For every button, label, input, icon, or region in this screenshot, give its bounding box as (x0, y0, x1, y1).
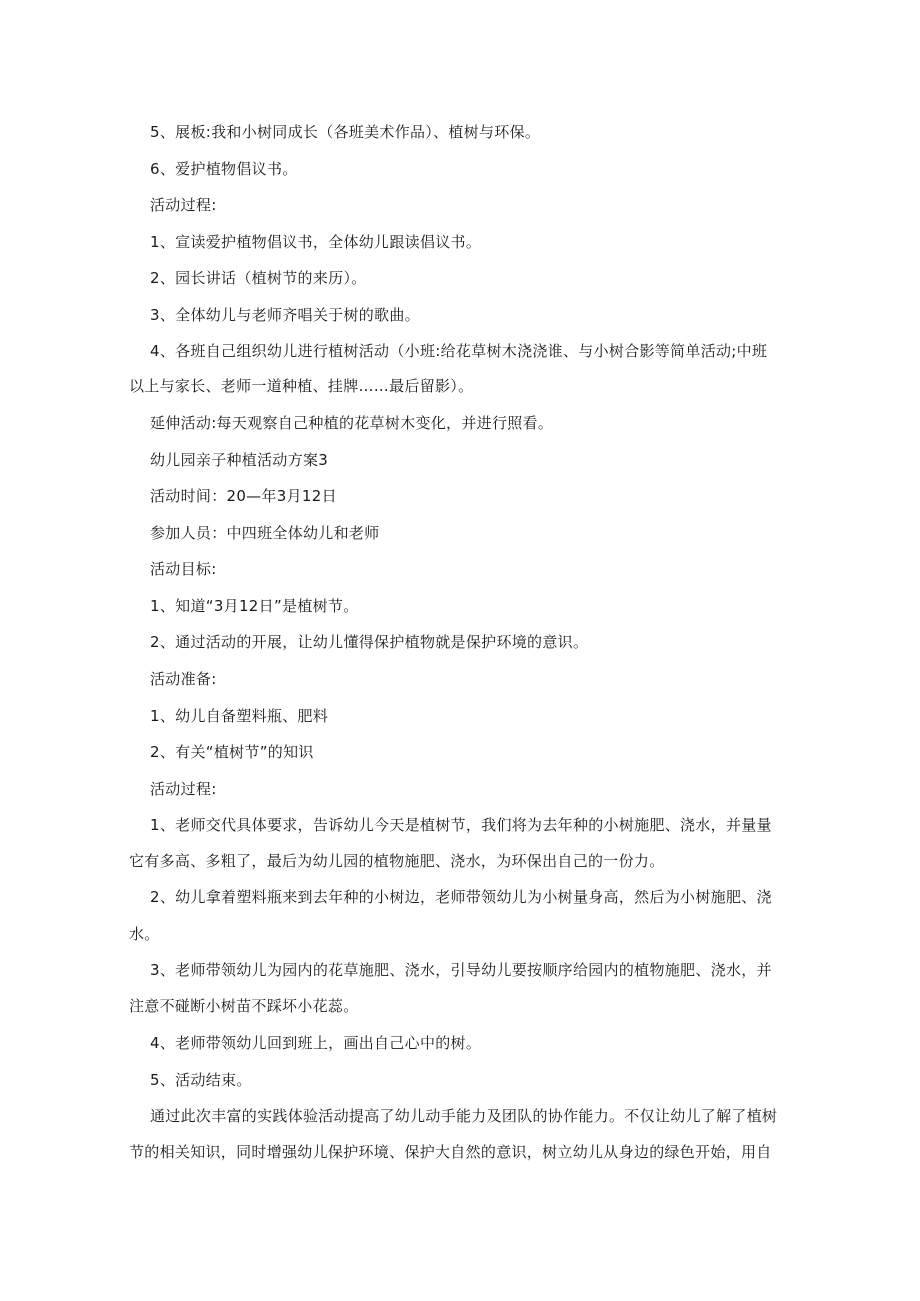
section-heading: 活动过程: (150, 196, 217, 214)
paragraph-line: 2、园长讲话（植树节的来历）。 (150, 269, 367, 287)
section-heading: 活动准备: (150, 670, 217, 688)
paragraph-line: 2、通过活动的开展，让幼儿懂得保护植物就是保护环境的意识。 (150, 633, 589, 651)
paragraph-line: 4、老师带领幼儿回到班上，画出自己心中的树。 (150, 1034, 482, 1052)
paragraph-line: 3、老师带领幼儿为园内的花草施肥、浇水，引导幼儿要按顺序给园内的植物施肥、浇水，并 (150, 961, 772, 979)
paragraph-line: 水。 (129, 925, 160, 943)
paragraph-line: 2、有关“植树节”的知识 (150, 743, 314, 761)
paragraph-line: 2、幼儿拿着塑料瓶来到去年种的小树边，老师带领幼儿为小树量身高，然后为小树施肥、浇 (150, 888, 772, 906)
paragraph-line: 注意不碰断小树苗不踩坏小花蕊。 (129, 997, 359, 1015)
paragraph-line: 1、知道“3月12日”是植树节。 (150, 597, 359, 615)
section-heading: 活动目标: (150, 560, 217, 578)
paragraph-line: 5、活动结束。 (150, 1071, 252, 1089)
paragraph-line: 通过此次丰富的实践体验活动提高了幼儿动手能力及团队的协作能力。不仅让幼儿了解了植树 (150, 1107, 778, 1125)
paragraph-line: 1、幼儿自备塑料瓶、肥料 (150, 707, 329, 725)
paragraph-line: 它有多高、多粗了，最后为幼儿园的植物施肥、浇水，为环保出自己的一份力。 (129, 852, 665, 870)
paragraph-line: 5、展板:我和小树同成长（各班美术作品）、植树与环保。 (150, 123, 541, 141)
paragraph-line: 4、各班自己组织幼儿进行植树活动（小班:给花草树木浇浇谁、与小树合影等简单活动;中班 (150, 342, 768, 360)
paragraph-line: 参加人员：中四班全体幼儿和老师 (150, 524, 380, 542)
paragraph-line: 6、爱护植物倡议书。 (150, 160, 298, 178)
section-heading: 活动过程: (150, 780, 217, 798)
paragraph-line: 1、老师交代具体要求，告诉幼儿今天是植树节，我们将为去年种的小树施肥、浇水，并量量 (150, 816, 772, 834)
paragraph-line: 活动时间：20—年3月12日 (150, 487, 337, 505)
paragraph-line: 1、宣读爱护植物倡议书，全体幼儿跟读倡议书。 (150, 233, 482, 251)
document-title: 幼儿园亲子种植活动方案3 (150, 451, 329, 469)
paragraph-line: 3、全体幼儿与老师齐唱关于树的歌曲。 (150, 306, 420, 324)
paragraph-line: 以上与家长、老师一道种植、挂牌……最后留影）。 (129, 377, 474, 395)
paragraph-line: 延伸活动:每天观察自己种植的花草树木变化，并进行照看。 (150, 414, 554, 432)
paragraph-line: 节的相关知识，同时增强幼儿保护环境、保护大自然的意识，树立幼儿从身边的绿色开始，用自 (129, 1143, 772, 1161)
